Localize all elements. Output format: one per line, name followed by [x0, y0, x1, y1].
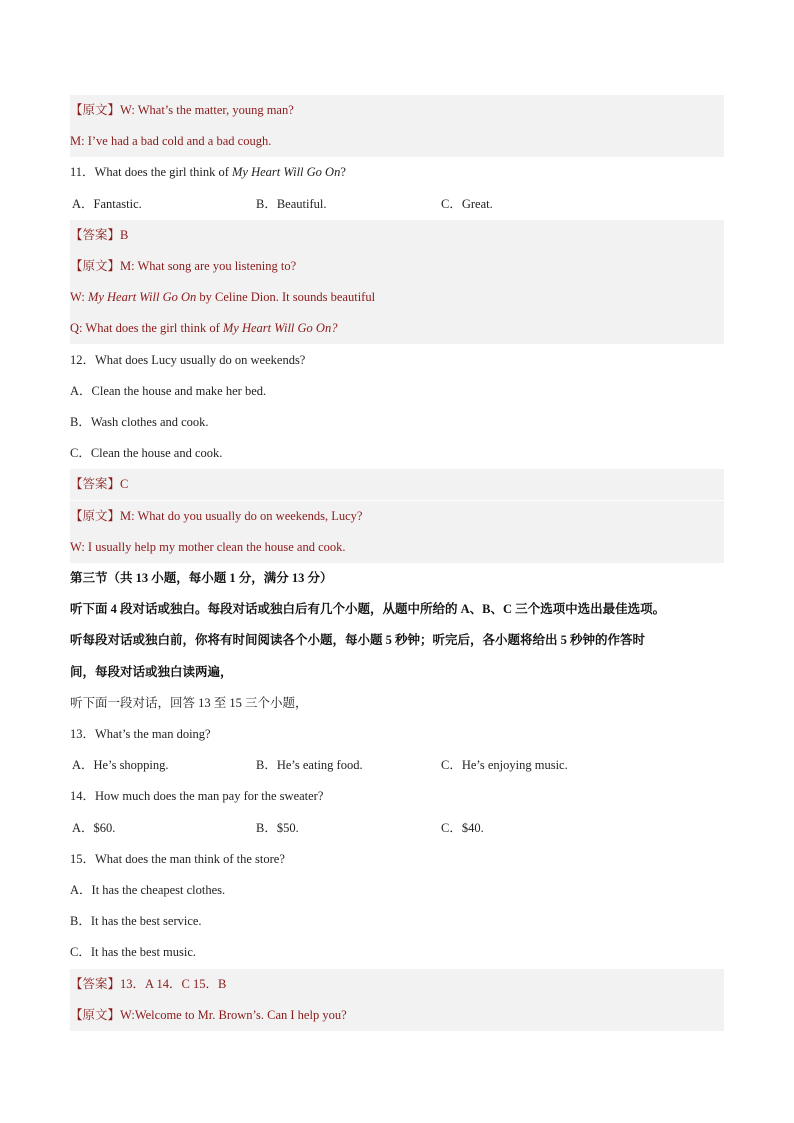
question-row [70, 157, 724, 188]
answer-row [70, 469, 724, 500]
row-text: W: I usually help my mother clean the house and cook. [70, 539, 346, 554]
option-a: A．He’s shopping. [72, 758, 169, 773]
row-text: 13．What’s the man doing? [70, 727, 211, 741]
transcript-row [70, 95, 724, 126]
row-text: A．Clean the house and make her bed. [70, 383, 267, 398]
row-text: M: What song are you listening to? [120, 259, 297, 273]
song-title: My Heart Will Go On [87, 290, 197, 305]
row-text: M: What do you usually do on weekends, Lucy? [120, 508, 363, 523]
transcript-row [70, 1000, 724, 1031]
answer-row [70, 220, 724, 251]
instruction-text: 听下面 4 段对话或独白。每段对话或独白后有几个小题，从题中所给的 A、B、C 三个选项中选出最佳选项。 [70, 602, 666, 617]
options-row [70, 750, 724, 781]
text-row [70, 937, 724, 968]
row-text: 15．What does the man think of the store? [70, 851, 285, 866]
option-b: B．He’s eating food. [256, 758, 363, 773]
row-text: B [120, 227, 129, 242]
row-text: W:Welcome to Mr. Brown’s. Can I help you? [120, 1007, 347, 1022]
section-instruction [70, 594, 724, 625]
row-text: 12．What does Lucy usually do on weekends? [70, 352, 306, 367]
text-row [70, 781, 724, 812]
instruction-text: 间，每段对话或独白读两遍， [70, 664, 233, 679]
song-title: My Heart Will Go On [232, 165, 341, 180]
text-row [70, 345, 724, 376]
row-text: Q: What does the girl think of [70, 321, 223, 336]
song-title: My Heart Will Go On? [222, 321, 338, 336]
option-c: C．Great. [441, 196, 493, 211]
text-row [70, 906, 724, 937]
option-c: C．$40. [441, 820, 484, 835]
row-text: W: [70, 290, 88, 305]
transcript-line [70, 532, 724, 563]
option-a: A．Fantastic. [72, 196, 142, 211]
instruction-text: 第三节（共 13 小题，每小题 1 分，满分 13 分） [70, 571, 333, 585]
row-text: 14．How much does the man pay for the sweater? [70, 789, 324, 804]
option-b: B．Beautiful. [256, 196, 327, 211]
transcript-line [70, 313, 724, 344]
section-instruction [70, 563, 724, 594]
row-text: by Celine Dion. It sounds beautiful [196, 290, 376, 305]
section-instruction [70, 657, 724, 688]
row-text: B．It has the best service. [70, 914, 202, 929]
section-tag: 【原文】 [70, 103, 121, 117]
row-text: 听下面一段对话，回答 13 至 15 三个小题， [70, 695, 308, 710]
text-row [70, 844, 724, 875]
section-instruction [70, 625, 724, 656]
transcript-row [70, 251, 724, 282]
section-tag: 【答案】 [70, 976, 121, 991]
row-text: C [120, 477, 129, 492]
text-row [70, 688, 724, 719]
row-text: 13．A 14．C 15．B [120, 976, 227, 991]
row-text: C．It has the best music. [70, 945, 197, 960]
options-row [70, 189, 724, 220]
option-c: C．He’s enjoying music. [441, 758, 568, 773]
text-row [70, 719, 724, 750]
transcript-line [70, 126, 724, 157]
option-b: B．$50. [256, 820, 299, 835]
text-row [70, 875, 724, 906]
section-tag: 【原文】 [70, 508, 121, 523]
section-tag: 【原文】 [70, 1007, 121, 1022]
options-row [70, 813, 724, 844]
text-row [70, 376, 724, 407]
instruction-text: 听每段对话或独白前，你将有时间阅读各个小题，每小题 5 秒钟；听完后，各小题将给出 5 秒钟的作答时 [70, 633, 646, 648]
row-text: W: What’s the matter, young man? [120, 103, 294, 117]
row-text: M: I’ve had a bad cold and a bad cough. [70, 134, 272, 149]
answer-row [70, 969, 724, 1000]
transcript-line [70, 282, 724, 313]
option-a: A．$60. [72, 820, 116, 835]
section-tag: 【答案】 [70, 477, 121, 492]
section-tag: 【答案】 [70, 227, 121, 242]
transcript-row [70, 501, 724, 532]
question-text: 11．What does the girl think of [70, 165, 233, 180]
row-text: C．Clean the house and cook. [70, 446, 223, 461]
question-text: ? [340, 165, 346, 180]
text-row [70, 407, 724, 438]
row-text: B．Wash clothes and cook. [70, 415, 209, 429]
text-row [70, 438, 724, 469]
section-tag: 【原文】 [70, 259, 121, 273]
row-text: A．It has the cheapest clothes. [70, 883, 226, 897]
